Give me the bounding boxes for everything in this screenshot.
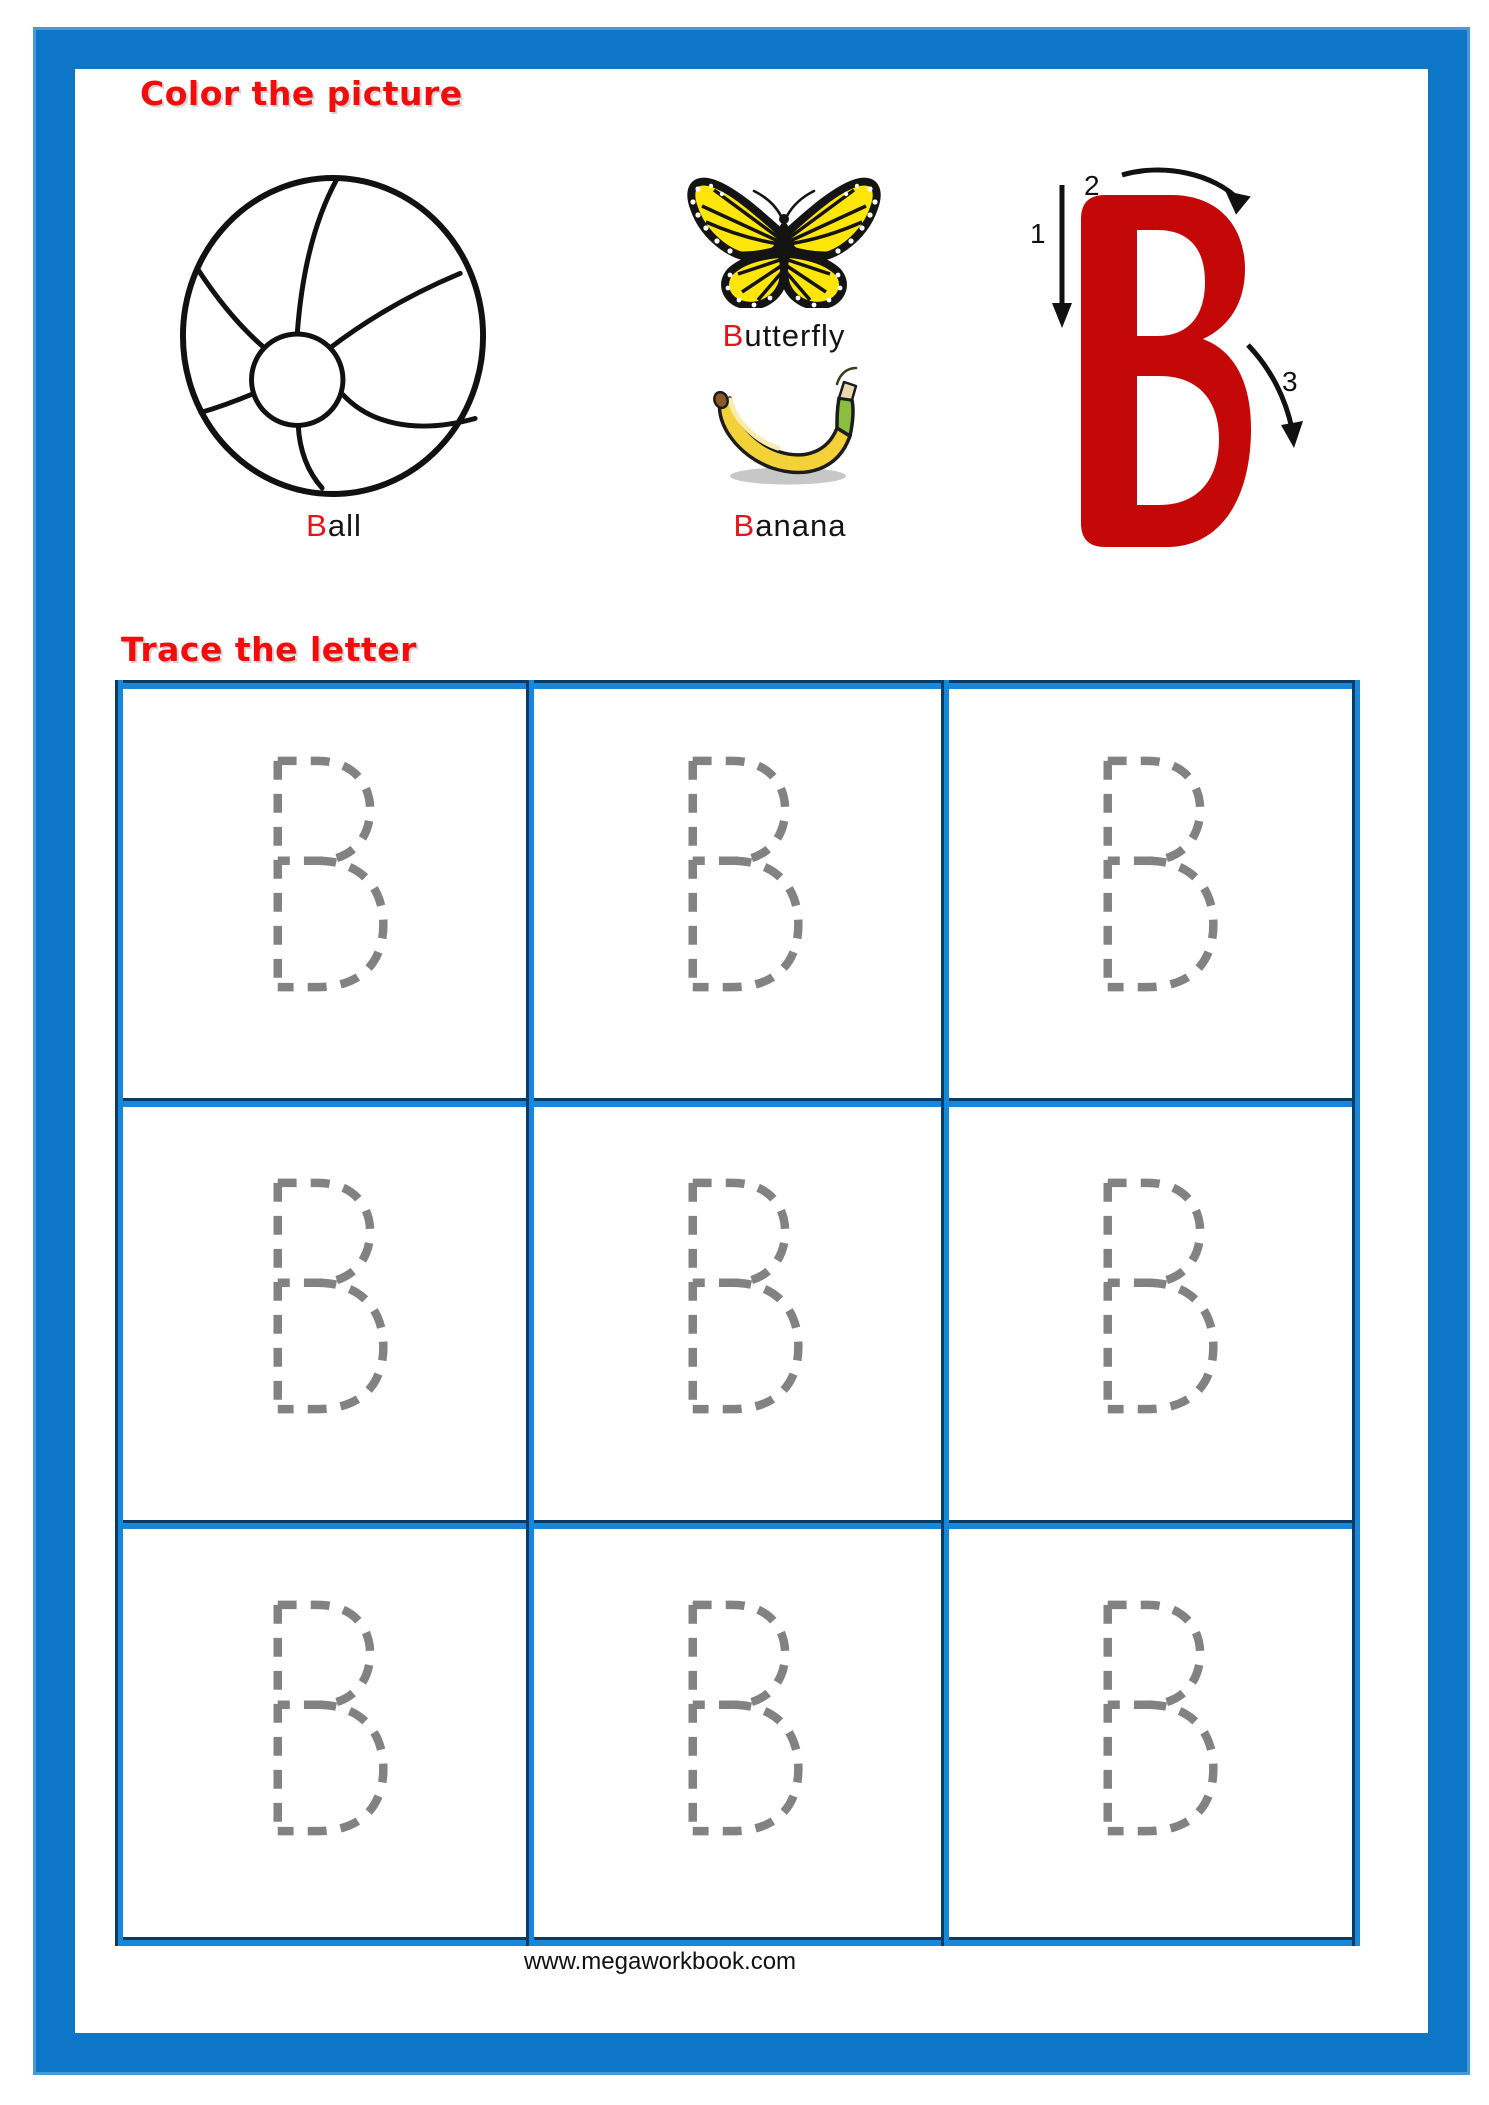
beach-ball-figure xyxy=(175,168,493,543)
trace-grid-cells xyxy=(115,680,1360,1946)
beach-ball-image xyxy=(175,168,493,504)
trace-cell[interactable] xyxy=(945,1102,1360,1524)
traced-letter-b xyxy=(257,1171,389,1421)
color-the-picture-heading: Color the picture xyxy=(140,74,463,113)
banana-label xyxy=(684,508,896,544)
grid-line xyxy=(115,1098,1360,1107)
trace-cell[interactable] xyxy=(115,1102,530,1524)
traced-letter-b xyxy=(1087,1171,1219,1421)
grid-line xyxy=(526,680,534,1946)
traced-letter-b xyxy=(672,1593,804,1843)
grid-line xyxy=(1352,680,1360,1946)
butterfly-label-rest: utterfly xyxy=(744,318,846,353)
trace-the-letter-heading: Trace the letter xyxy=(121,630,417,669)
grid-line xyxy=(115,1520,1360,1529)
trace-cell[interactable] xyxy=(530,1102,945,1524)
grid-line xyxy=(115,1937,1360,1946)
stroke-number-2: 2 xyxy=(1084,170,1100,201)
banana-figure xyxy=(708,360,872,543)
trace-cell[interactable] xyxy=(115,1524,530,1946)
trace-cell[interactable] xyxy=(945,680,1360,1102)
trace-cell[interactable] xyxy=(115,680,530,1102)
traced-letter-b xyxy=(257,749,389,999)
ball-label xyxy=(175,508,493,544)
traced-letter-b xyxy=(1087,1593,1219,1843)
grid-line xyxy=(115,680,1360,689)
banana-label-first-letter: B xyxy=(733,508,756,543)
traced-letter-b xyxy=(1087,749,1219,999)
letter-b-graphic xyxy=(1081,195,1251,547)
letter-guide xyxy=(1000,115,1310,560)
traced-letter-b xyxy=(672,1171,804,1421)
letter-b-guide-image xyxy=(1000,115,1310,560)
traced-letter-b xyxy=(257,1593,389,1843)
banana-label-rest: anana xyxy=(755,508,847,543)
ball-label-first-letter: B xyxy=(306,508,328,543)
ball-label-rest: all xyxy=(327,508,362,543)
website-footer: www.megaworkbook.com xyxy=(523,1948,797,1975)
butterfly-image xyxy=(684,158,884,308)
butterfly-label xyxy=(684,318,884,354)
grid-line xyxy=(115,680,123,1946)
trace-cell[interactable] xyxy=(530,1524,945,1946)
trace-cell[interactable] xyxy=(530,680,945,1102)
grid-line xyxy=(941,680,949,1946)
butterfly-figure xyxy=(684,158,884,353)
stroke-arrow-1 xyxy=(1030,185,1072,328)
stroke-arrow-3 xyxy=(1248,345,1303,448)
trace-grid xyxy=(115,680,1360,1946)
butterfly-label-first-letter: B xyxy=(722,318,745,353)
banana-image xyxy=(708,360,872,495)
trace-cell[interactable] xyxy=(945,1524,1360,1946)
stroke-number-3: 3 xyxy=(1282,366,1298,397)
traced-letter-b xyxy=(672,749,804,999)
stroke-number-1: 1 xyxy=(1030,218,1046,249)
